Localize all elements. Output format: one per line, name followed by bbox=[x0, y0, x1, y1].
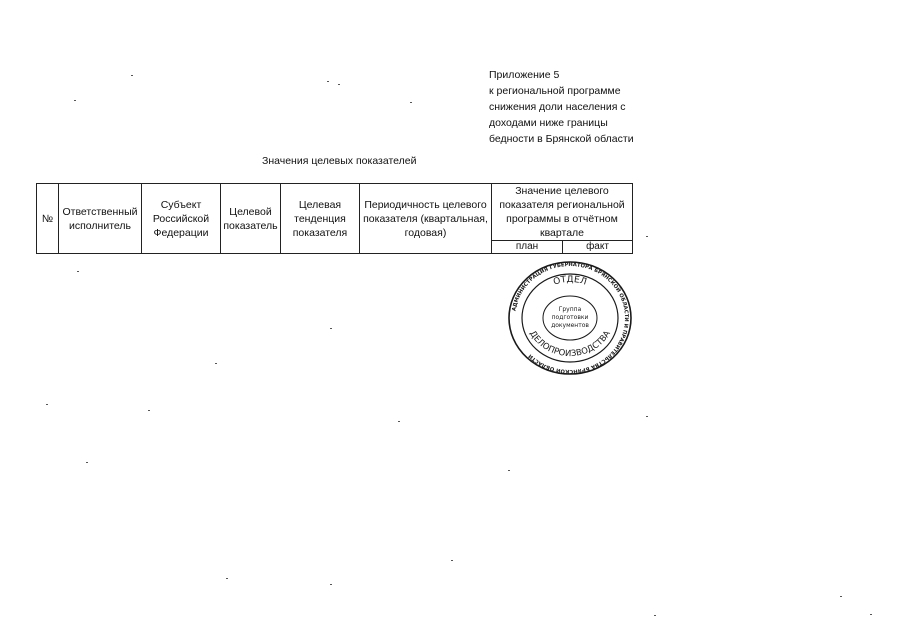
scan-speck bbox=[646, 236, 648, 237]
appendix-line-4: доходами ниже границы bbox=[489, 117, 608, 129]
header-periodicity: Периодичность целевого показателя (квартальная, годовая) bbox=[360, 184, 492, 254]
scan-speck bbox=[870, 614, 872, 615]
scan-speck bbox=[410, 102, 412, 103]
stamp-center-line-2: подготовки bbox=[551, 314, 589, 321]
scan-speck bbox=[131, 75, 133, 76]
appendix-line-3: снижения доли населения с bbox=[489, 101, 626, 113]
header-fact: факт bbox=[563, 241, 633, 254]
scan-speck bbox=[226, 578, 228, 579]
header-subject: Субъект Российской Федерации bbox=[142, 184, 221, 254]
stamp-center-line-1: Группа bbox=[558, 306, 582, 313]
scan-speck bbox=[508, 470, 510, 471]
header-executor: Ответственный исполнитель bbox=[59, 184, 142, 254]
appendix-line-2: к региональной программе bbox=[489, 85, 621, 97]
stamp-ring-top: ОТДЕЛ bbox=[552, 274, 588, 288]
header-value: Значение целевого показателя региональной программы в отчётном квартале bbox=[492, 184, 633, 241]
stamp-outer-text: АДМИНИСТРАЦИЯ ГУБЕРНАТОРА БРЯНСКОЙ ОБЛАСТИ И ПРАВИТЕЛЬСТВА БРЯНСКОЙ ОБЛАСТИ bbox=[511, 261, 630, 375]
scan-speck bbox=[74, 100, 76, 101]
stamp-center-line-3: документов bbox=[551, 322, 589, 329]
appendix-line-5: бедности в Брянской области bbox=[489, 133, 634, 145]
scan-speck bbox=[451, 560, 453, 561]
scan-speck bbox=[330, 584, 332, 585]
scan-speck bbox=[77, 271, 79, 272]
office-stamp bbox=[507, 260, 633, 376]
table-title: Значения целевых показателей bbox=[262, 155, 417, 167]
scan-speck bbox=[148, 410, 150, 411]
scan-speck bbox=[330, 328, 332, 329]
scan-speck bbox=[654, 615, 656, 616]
header-tendency: Целевая тенденция показателя bbox=[281, 184, 360, 254]
target-indicators-table bbox=[36, 183, 633, 254]
scan-speck bbox=[215, 363, 217, 364]
scan-speck bbox=[398, 421, 400, 422]
header-plan: план bbox=[492, 241, 563, 254]
header-number: № bbox=[37, 184, 59, 254]
header-indicator: Целевой показатель bbox=[221, 184, 281, 254]
scan-speck bbox=[46, 404, 48, 405]
scan-speck bbox=[338, 84, 340, 85]
appendix-line-1: Приложение 5 bbox=[489, 69, 560, 81]
scan-speck bbox=[327, 81, 329, 82]
scan-speck bbox=[86, 462, 88, 463]
appendix-note bbox=[489, 67, 649, 147]
scan-speck bbox=[840, 596, 842, 597]
stamp-ring-bottom: ДЕЛОПРОИЗВОДСТВА bbox=[527, 329, 613, 360]
scan-speck bbox=[646, 416, 648, 417]
